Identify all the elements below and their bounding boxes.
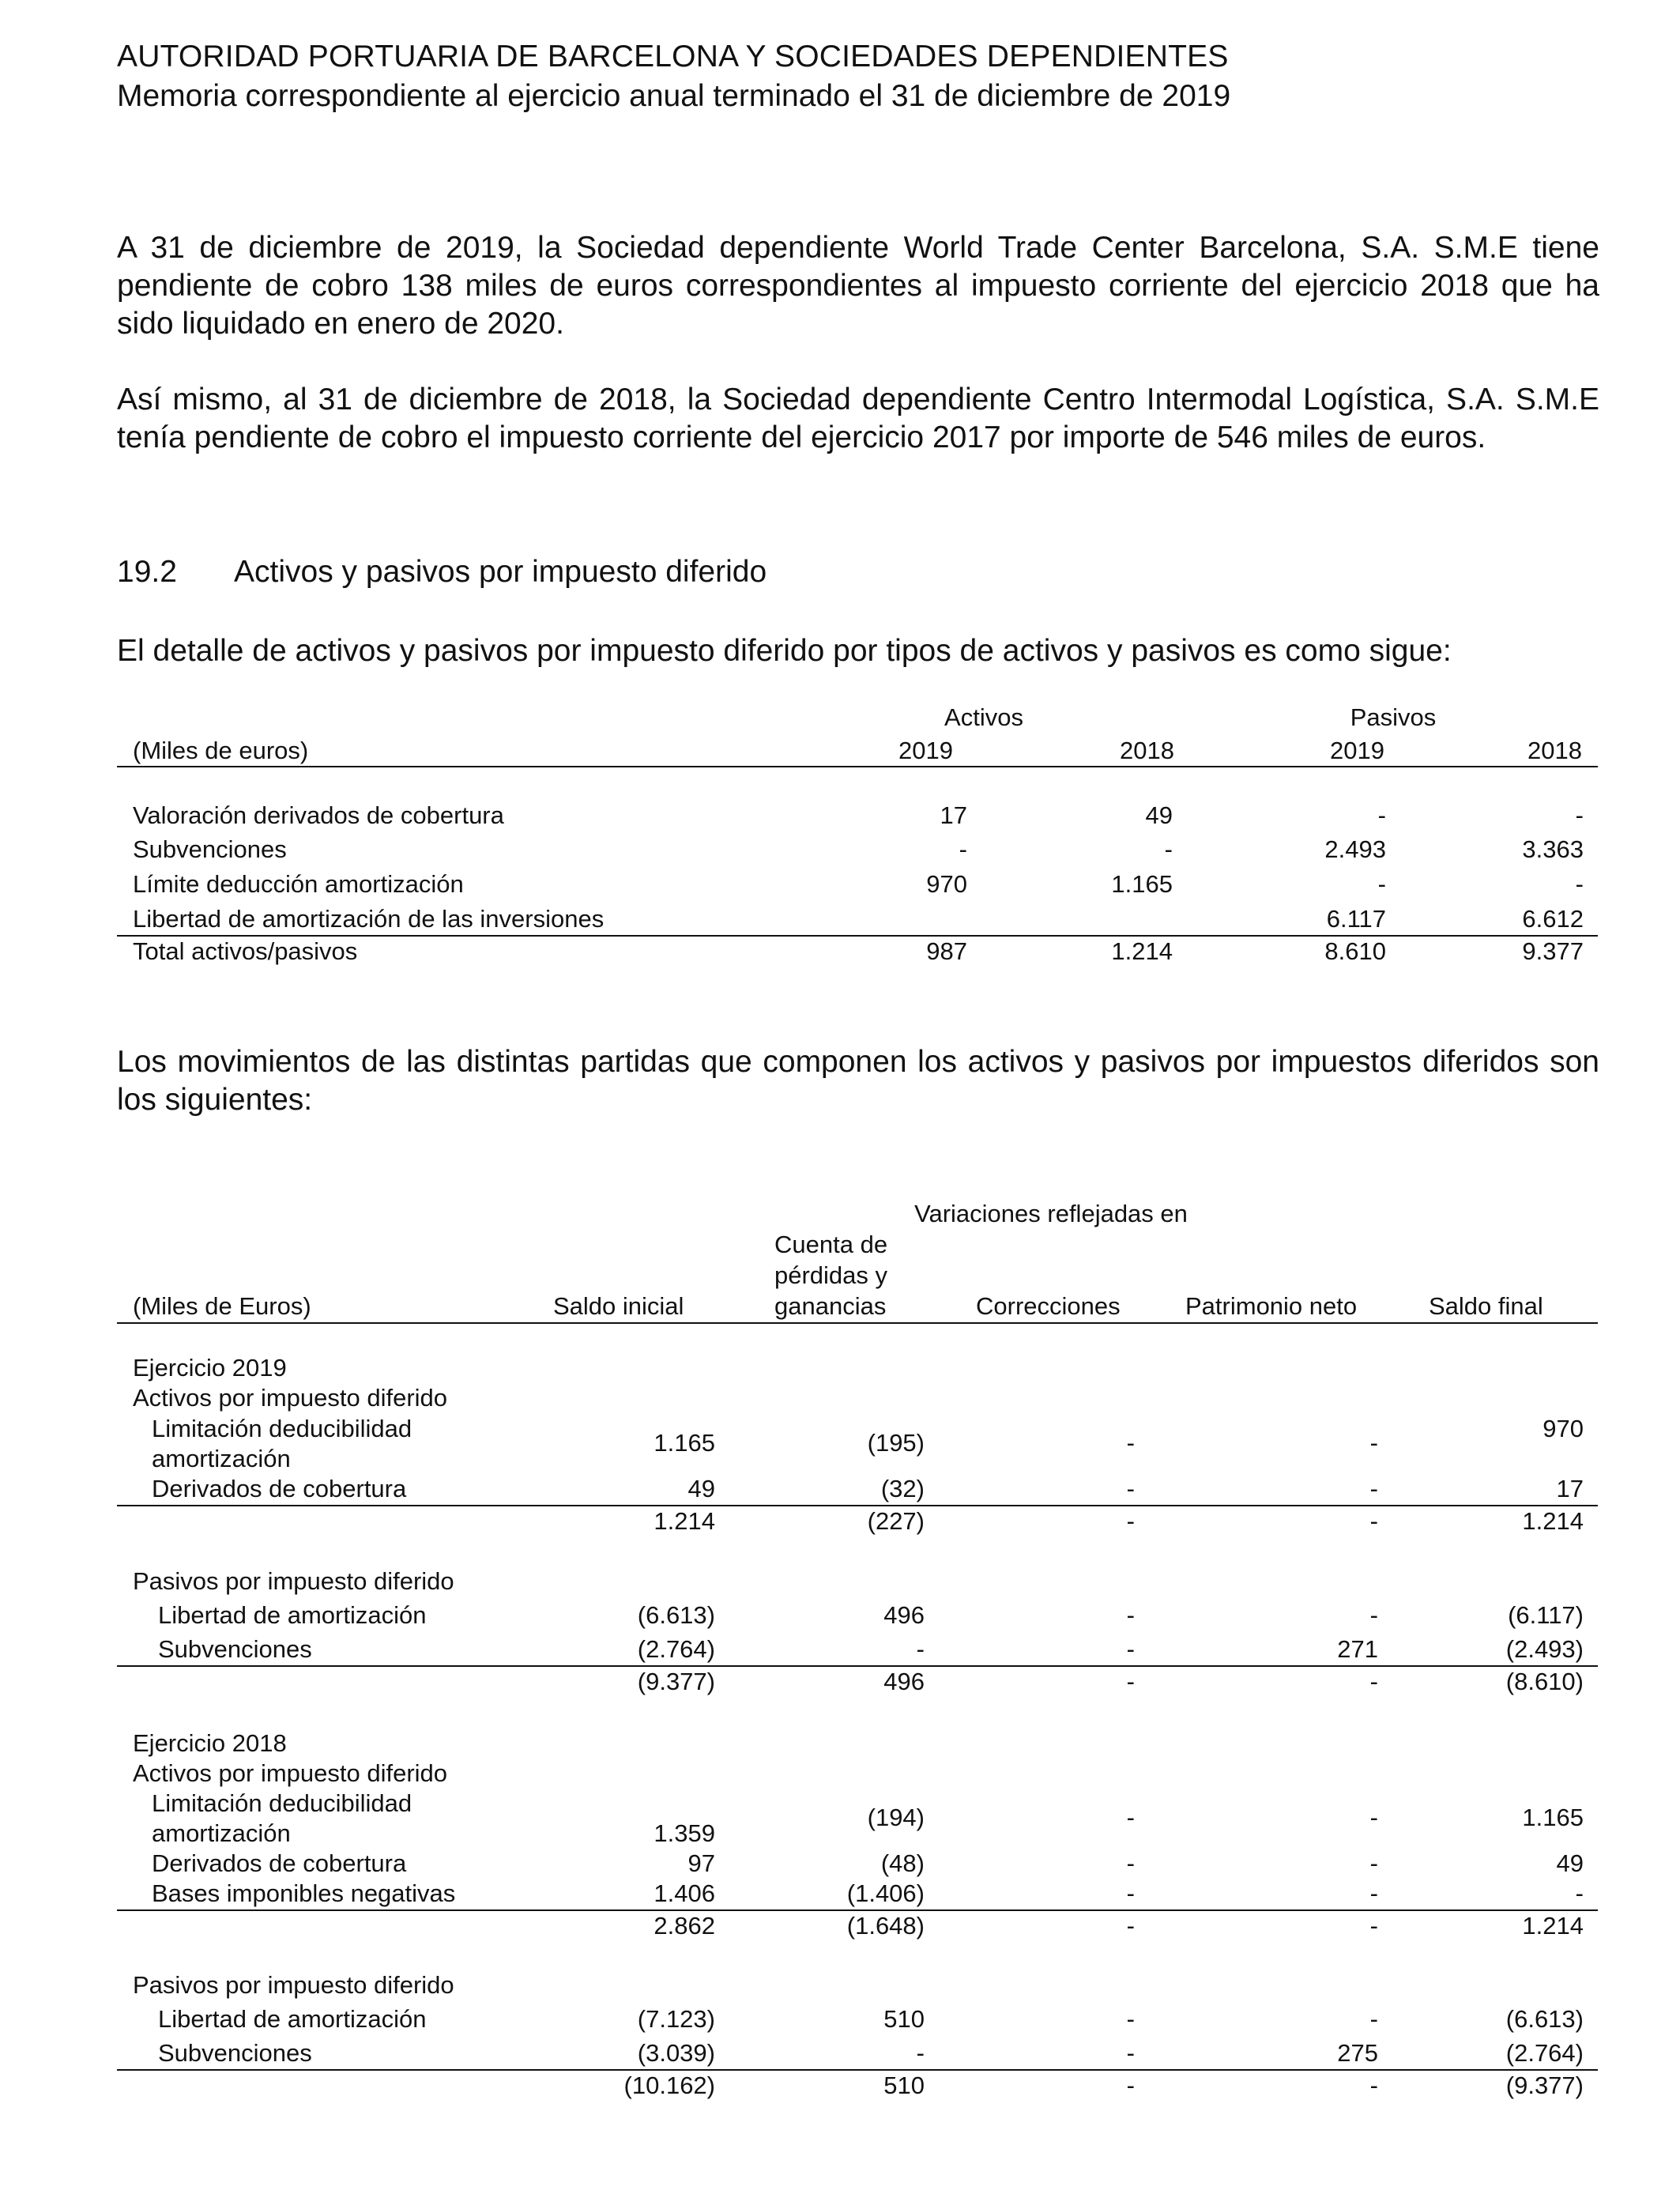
col-saldo-final: Saldo final	[1429, 1292, 1543, 1320]
table-cell: -	[1575, 801, 1584, 829]
table-cell: -	[1164, 835, 1173, 863]
table-cell: -	[1369, 1601, 1378, 1629]
table1-total-label: Total activos/pasivos	[133, 937, 358, 965]
table-cell: -	[1126, 1912, 1135, 1940]
table-cell: (32)	[880, 1475, 925, 1502]
ej2019-deriv-label: Derivados de cobertura	[152, 1475, 407, 1502]
table-cell: -	[1369, 1429, 1378, 1457]
table-cell: 6.612	[1522, 905, 1584, 933]
table-row-label: Valoración derivados de cobertura	[133, 801, 504, 829]
ej2019-activos-subtotal-rule	[117, 1505, 1598, 1506]
table-cell: -	[1126, 2071, 1135, 2099]
ej2018-subv-label: Subvenciones	[158, 2039, 312, 2067]
table-row-label: Libertad de amortización de las inversiones	[133, 905, 605, 933]
table-cell: -	[1126, 1635, 1135, 1663]
table-cell: 970	[1543, 1415, 1584, 1442]
table1-col-activos-2018: 2018	[1120, 737, 1174, 764]
table-cell: 2.862	[654, 1912, 715, 1940]
table-cell: (7.123)	[637, 2005, 715, 2033]
ej2018-limit-label-1: Limitación deducibilidad	[152, 1789, 412, 1817]
table1-col-activos-2019: 2019	[898, 737, 953, 764]
paragraph-movements-intro: Los movimientos de las distintas partidas que componen los activos y pasivos por impuestos diferidos son los siguientes:	[117, 1045, 1599, 1117]
table-cell: -	[1369, 2005, 1378, 2033]
table-cell: 970	[926, 870, 967, 898]
table-cell: -	[1369, 1668, 1378, 1695]
table-cell: 8.610	[1324, 937, 1386, 965]
table-cell: 510	[883, 2005, 925, 2033]
table-cell: 496	[883, 1668, 925, 1695]
table-cell: 1.359	[654, 1819, 715, 1847]
table-cell: 1.214	[654, 1507, 715, 1535]
table-cell: 3.363	[1522, 835, 1584, 863]
table-cell: -	[1575, 870, 1584, 898]
table-cell: 2.493	[1324, 835, 1386, 863]
ej2018-pasivos-subtotal-rule	[117, 2069, 1598, 2071]
group-header-activos: Activos	[944, 703, 1023, 731]
table-cell: 1.214	[1111, 937, 1173, 965]
paragraph-wtc: A 31 de diciembre de 2019, la Sociedad dependiente World Trade Center Barcelona, S.A. S.M.E tiene pendiente de cobro 138 miles de euros correspondientes al impuesto corriente del ejercicio 2018 que ha sido liquidado en enero de 2020.	[117, 231, 1599, 341]
table-cell: 6.117	[1326, 905, 1386, 933]
table-cell: -	[1126, 1849, 1135, 1877]
header-entity: AUTORIDAD PORTUARIA DE BARCELONA Y SOCIEDADES DEPENDIENTES	[117, 40, 1229, 74]
table-cell: -	[1369, 2071, 1378, 2099]
table1-unit-label: (Miles de euros)	[133, 737, 309, 764]
table-cell: 17	[1556, 1475, 1584, 1502]
table-cell: (10.162)	[623, 2071, 715, 2099]
table-cell: (6.117)	[1508, 1601, 1584, 1629]
table-cell: 17	[940, 801, 967, 829]
table-cell: (3.039)	[637, 2039, 715, 2067]
table-cell: (6.613)	[637, 1601, 715, 1629]
table-cell: -	[1126, 2039, 1135, 2067]
table-cell: -	[1126, 1668, 1135, 1695]
ej2018-activos-title: Activos por impuesto diferido	[133, 1759, 448, 1787]
table-cell: (6.613)	[1505, 2005, 1584, 2033]
ej2018-libertad-label: Libertad de amortización	[158, 2005, 427, 2033]
table1-col-pasivos-2019: 2019	[1330, 737, 1384, 764]
table-cell: -	[1126, 1804, 1135, 1831]
table-cell: (1.406)	[846, 1879, 925, 1907]
table-cell: 1.165	[654, 1429, 715, 1457]
col-saldo-inicial: Saldo inicial	[553, 1292, 684, 1320]
table-cell: 1.214	[1522, 1912, 1584, 1940]
table-cell: -	[1369, 1849, 1378, 1877]
table-cell: 49	[687, 1475, 715, 1502]
table-cell: (227)	[867, 1507, 925, 1535]
ej2018-activos-subtotal-rule	[117, 1909, 1598, 1911]
ej2019-libertad-label: Libertad de amortización	[158, 1601, 427, 1629]
ej2019-subv-label: Subvenciones	[158, 1635, 312, 1663]
variations-group-header: Variaciones reflejadas en	[914, 1200, 1188, 1227]
table-cell: (2.764)	[1505, 2039, 1584, 2067]
table-cell: 97	[687, 1849, 715, 1877]
table-cell: (48)	[880, 1849, 925, 1877]
table-cell: -	[1377, 801, 1386, 829]
table-cell: -	[1369, 1507, 1378, 1535]
section-title: Activos y pasivos por impuesto diferido	[234, 555, 767, 589]
table-cell: 275	[1337, 2039, 1378, 2067]
col-cuenta-line3: ganancias	[774, 1292, 887, 1320]
table-cell: 987	[926, 937, 967, 965]
ej2019-title: Ejercicio 2019	[133, 1354, 287, 1382]
ej2019-limit-label-2: amortización	[152, 1445, 291, 1472]
ej2018-pasivos-title: Pasivos por impuesto diferido	[133, 1971, 454, 1999]
table-cell: 49	[1145, 801, 1173, 829]
ej2018-deriv-label: Derivados de cobertura	[152, 1849, 407, 1877]
table-row-label: Subvenciones	[133, 835, 287, 863]
table-cell: -	[1126, 1601, 1135, 1629]
table-cell: 49	[1556, 1849, 1584, 1877]
table-cell: (1.648)	[846, 1912, 925, 1940]
section-number: 19.2	[117, 555, 177, 589]
table-cell: (8.610)	[1505, 1668, 1584, 1695]
table-cell: (2.493)	[1505, 1635, 1584, 1663]
table-cell: -	[1369, 1475, 1378, 1502]
ej2018-title: Ejercicio 2018	[133, 1729, 287, 1757]
table-cell: (194)	[867, 1804, 925, 1831]
table-cell: -	[1377, 870, 1386, 898]
ej2019-pasivos-title: Pasivos por impuesto diferido	[133, 1567, 454, 1595]
table-cell: -	[1369, 1879, 1378, 1907]
col-cuenta-line2: pérdidas y	[774, 1261, 888, 1289]
table-cell: -	[916, 1635, 925, 1663]
table-cell: -	[1369, 1912, 1378, 1940]
ej2019-pasivos-subtotal-rule	[117, 1665, 1598, 1667]
table-cell: 1.165	[1522, 1804, 1584, 1831]
table-cell: -	[1126, 1879, 1135, 1907]
table2-unit-label: (Miles de Euros)	[133, 1292, 311, 1320]
ej2018-bases-label: Bases imponibles negativas	[152, 1879, 456, 1907]
col-correcciones: Correcciones	[976, 1292, 1121, 1320]
table-cell: 496	[883, 1601, 925, 1629]
ej2019-limit-label-1: Limitación deducibilidad	[152, 1415, 412, 1442]
table-cell: 1.165	[1111, 870, 1173, 898]
table-cell: 510	[883, 2071, 925, 2099]
table1-col-pasivos-2018: 2018	[1527, 737, 1582, 764]
col-cuenta-line1: Cuenta de	[774, 1231, 888, 1258]
table-row-label: Límite deducción amortización	[133, 870, 464, 898]
table2-header-rule	[117, 1322, 1598, 1324]
table-cell: -	[959, 835, 967, 863]
table-cell: (9.377)	[637, 1668, 715, 1695]
table-cell: -	[1126, 2005, 1135, 2033]
table-cell: -	[1575, 1879, 1584, 1907]
ej2019-activos-title: Activos por impuesto diferido	[133, 1384, 448, 1412]
table-cell: (195)	[867, 1429, 925, 1457]
table-cell: (9.377)	[1505, 2071, 1584, 2099]
table-cell: -	[1126, 1507, 1135, 1535]
table-cell: 9.377	[1522, 937, 1584, 965]
table-cell: (2.764)	[637, 1635, 715, 1663]
table-cell: -	[1369, 1804, 1378, 1831]
ej2018-limit-label-2: amortización	[152, 1819, 291, 1847]
group-header-pasivos: Pasivos	[1350, 703, 1437, 731]
col-patrimonio-neto: Patrimonio neto	[1185, 1292, 1358, 1320]
table-cell: 1.406	[654, 1879, 715, 1907]
table-cell: -	[1126, 1475, 1135, 1502]
table-cell: 271	[1337, 1635, 1378, 1663]
paragraph-cil: Así mismo, al 31 de diciembre de 2018, la Sociedad dependiente Centro Intermodal Logística, S.A. S.M.E tenía pendiente de cobro el impuesto corriente del ejercicio 2017 por importe de 546 miles de euros.	[117, 383, 1599, 454]
table-cell: -	[916, 2039, 925, 2067]
header-subtitle: Memoria correspondiente al ejercicio anual terminado el 31 de diciembre de 2019	[117, 79, 1231, 113]
table-cell: -	[1126, 1429, 1135, 1457]
table-cell: 1.214	[1522, 1507, 1584, 1535]
paragraph-detail-intro: El detalle de activos y pasivos por impuesto diferido por tipos de activos y pasivos es como sigue:	[117, 634, 1452, 668]
